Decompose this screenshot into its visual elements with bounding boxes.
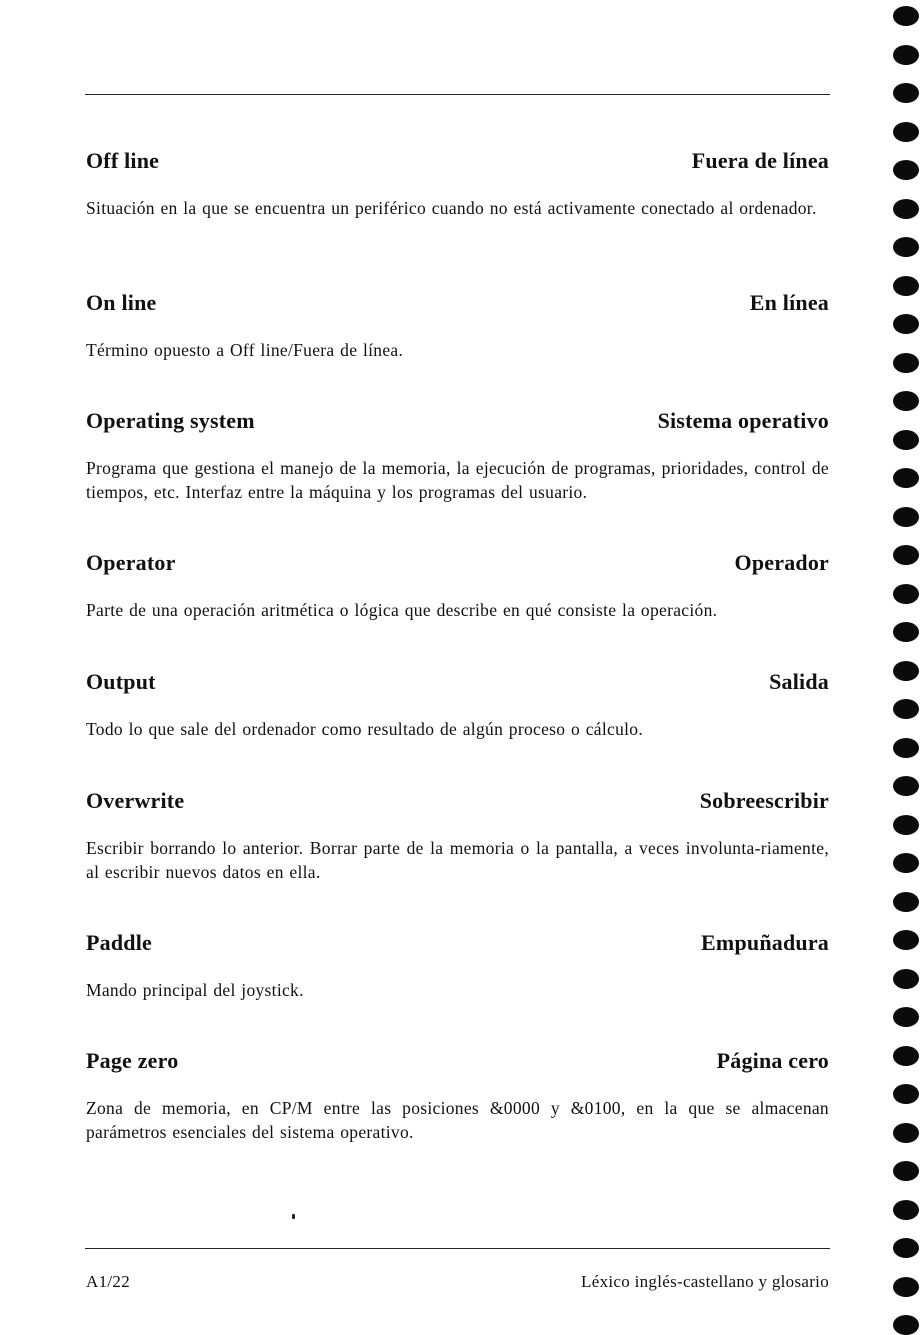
binder-hole xyxy=(893,6,919,26)
binder-hole xyxy=(893,45,919,65)
entry-term: Paddle xyxy=(86,930,152,955)
entry-term: Off line xyxy=(86,148,160,173)
entry-translation: Salida xyxy=(769,669,829,694)
glossary-entry-overwrite xyxy=(86,788,829,884)
entry-term: Output xyxy=(86,669,156,694)
ink-speck xyxy=(292,1214,295,1219)
glossary-entry-operating-system xyxy=(86,408,829,504)
binder-hole xyxy=(893,468,919,488)
binder-hole xyxy=(893,853,919,873)
binder-hole xyxy=(893,815,919,835)
glossary-entry-operator xyxy=(86,550,829,622)
binder-hole xyxy=(893,1315,919,1335)
entry-definition: Situación en la que se encuentra un periférico cuando no está activamente conectado al ordenador. xyxy=(86,198,817,218)
binder-hole xyxy=(893,160,919,180)
footer-rule xyxy=(85,1248,830,1249)
binder-hole xyxy=(893,314,919,334)
entry-definition: Zona de memoria, en CP/M entre las posiciones &0000 y &0100, en la que se almacenan parámetros esenciales del sistema operativo. xyxy=(86,1098,829,1142)
header-rule xyxy=(85,94,830,95)
binder-hole xyxy=(893,545,919,565)
binder-hole xyxy=(893,1161,919,1181)
entry-term: Page zero xyxy=(86,1048,179,1073)
glossary-entry-paddle xyxy=(86,930,829,1002)
binder-holes xyxy=(893,0,924,1334)
binder-hole xyxy=(893,1123,919,1143)
binder-hole xyxy=(893,237,919,257)
entry-term: Overwrite xyxy=(86,788,185,813)
binder-hole xyxy=(893,892,919,912)
binder-hole xyxy=(893,83,919,103)
binder-hole xyxy=(893,622,919,642)
entry-translation: Sistema operativo xyxy=(657,408,829,433)
binder-hole xyxy=(893,507,919,527)
binder-hole xyxy=(893,930,919,950)
entry-term: On line xyxy=(86,290,157,315)
binder-hole xyxy=(893,661,919,681)
binder-hole xyxy=(893,276,919,296)
page-number: A1/22 xyxy=(86,1272,130,1291)
glossary-entry-output xyxy=(86,669,829,741)
binder-hole xyxy=(893,1277,919,1297)
entry-definition: Término opuesto a Off line/Fuera de línea. xyxy=(86,340,404,360)
binder-hole xyxy=(893,1238,919,1258)
entry-definition: Escribir borrando lo anterior. Borrar parte de la memoria o la pantalla, a veces involunta-riamente, al escribir nuevos datos en ella. xyxy=(86,838,829,882)
binder-hole xyxy=(893,353,919,373)
entry-translation: Sobreescribir xyxy=(699,788,829,813)
entry-translation: Página cero xyxy=(716,1048,829,1073)
glossary-entry-on-line xyxy=(86,290,829,362)
binder-hole xyxy=(893,969,919,989)
binder-hole xyxy=(893,1046,919,1066)
entry-term: Operator xyxy=(86,550,176,575)
entry-translation: Operador xyxy=(734,550,829,575)
binder-hole xyxy=(893,199,919,219)
entry-translation: En línea xyxy=(749,290,829,315)
entry-translation: Fuera de línea xyxy=(691,148,829,173)
binder-hole xyxy=(893,1200,919,1220)
glossary-entry-off-line xyxy=(86,148,829,220)
binder-hole xyxy=(893,1084,919,1104)
page-footer xyxy=(86,1272,829,1292)
entry-definition: Parte de una operación aritmética o lógica que describe en qué consiste la operación. xyxy=(86,600,718,620)
entry-translation: Empuñadura xyxy=(701,930,829,955)
binder-hole xyxy=(893,699,919,719)
binder-hole xyxy=(893,1007,919,1027)
entry-term: Operating system xyxy=(86,408,255,433)
binder-hole xyxy=(893,122,919,142)
binder-hole xyxy=(893,776,919,796)
binder-hole xyxy=(893,584,919,604)
section-title: Léxico inglés-castellano y glosario xyxy=(581,1272,829,1291)
entry-definition: Programa que gestiona el manejo de la memoria, la ejecución de programas, prioridades, control de tiempos, etc. Interfaz entre la máquina y los programas del usuario. xyxy=(86,458,829,502)
binder-hole xyxy=(893,391,919,411)
entry-definition: Todo lo que sale del ordenador como resultado de algún proceso o cálculo. xyxy=(86,719,644,739)
binder-hole xyxy=(893,738,919,758)
binder-hole xyxy=(893,430,919,450)
glossary-entry-page-zero xyxy=(86,1048,829,1144)
entry-definition: Mando principal del joystick. xyxy=(86,980,304,1000)
